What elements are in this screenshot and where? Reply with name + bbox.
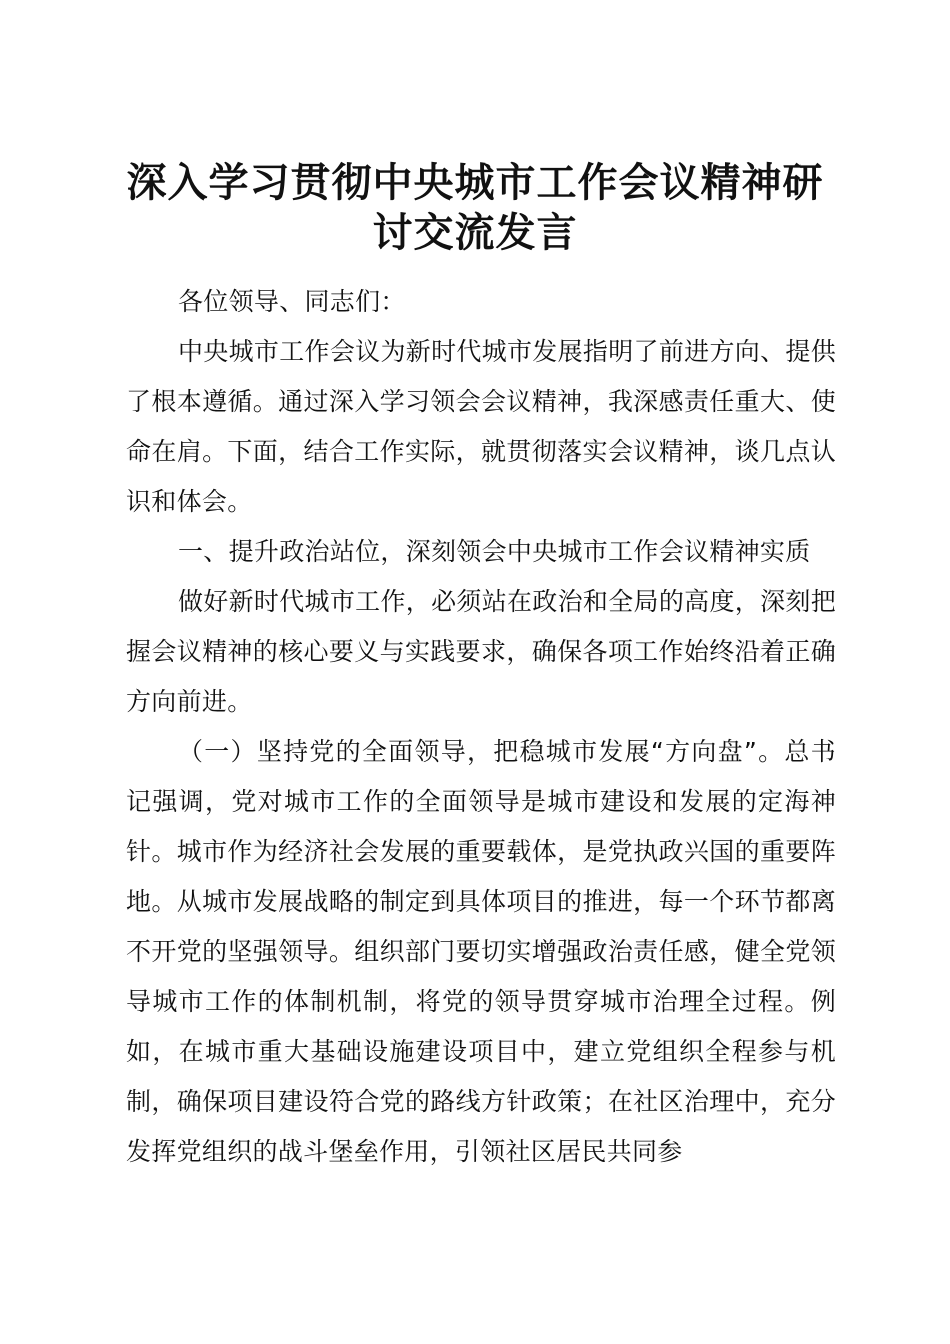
title-line-1: 深入学习贯彻中央城市工作会议精神研 [126, 159, 824, 206]
document-body [126, 277, 836, 1177]
document-title [110, 158, 840, 258]
section-heading-1: 一、提升政治站位，深刻领会中央城市工作会议精神实质 [178, 537, 811, 566]
paragraph-intro: 中央城市工作会议为新时代城市发展指明了前进方向、提供了根本遵循。通过深入学习领会会议精神，我深感责任重大、使命在肩。下面，结合工作实际，就贯彻落实会议精神，谈几点认识和体会。 [126, 337, 836, 516]
paragraph-subsection-1: （一）坚持党的全面领导，把稳城市发展“方向盘”。总书记强调，党对城市工作的全面领导是城市建设和发展的定海神针。城市作为经济社会发展的重要载体，是党执政兴国的重要阵地。从城市发展战略的制定到具体项目的推进，每一个环节都离不开党的坚强领导。组织部门要切实增强政治责任感，健全党领导城市工作的体制机制，将党的领导贯穿城市治理全过程。例如，在城市重大基础设施建设项目中，建立党组织全程参与机制，确保项目建设符合党的路线方针政策；在社区治理中，充分发挥党组织的战斗堡垒作用，引领社区居民共同参 [126, 737, 836, 1166]
title-line-2: 讨交流发言 [372, 209, 578, 256]
salutation: 各位领导、同志们： [178, 287, 406, 316]
paragraph-section-1: 做好新时代城市工作，必须站在政治和全局的高度，深刻把握会议精神的核心要义与实践要求，确保各项工作始终沿着正确方向前进。 [126, 587, 836, 716]
